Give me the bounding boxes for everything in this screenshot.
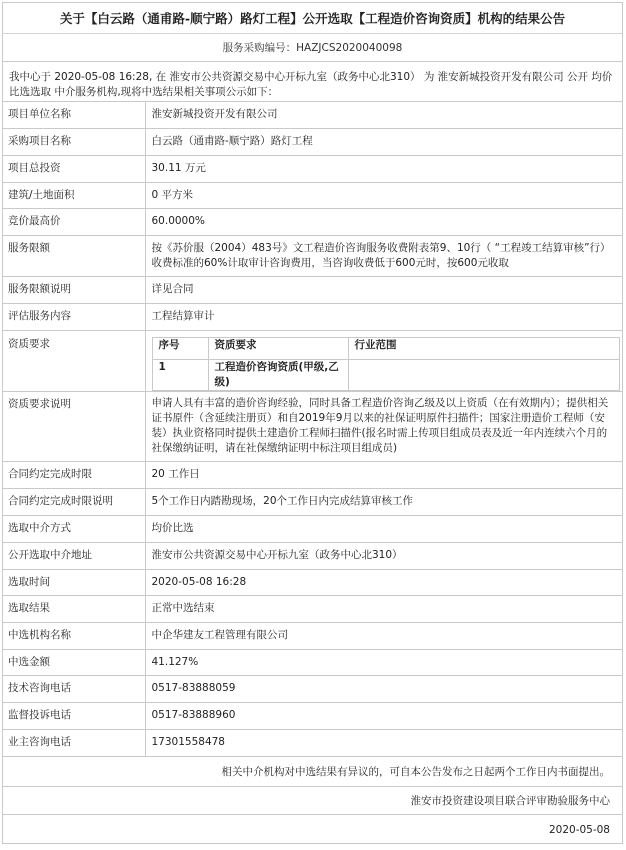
row-key: 建筑/土地面积 (3, 182, 145, 208)
row-value: 详见合同 (145, 276, 622, 303)
header-no: 序号 (152, 337, 208, 359)
row-key: 公开选取中介地址 (3, 542, 145, 569)
qualification-row (152, 359, 619, 390)
row-value: 0517-83888059 (145, 675, 622, 702)
row-key: 资质要求说明 (3, 391, 145, 461)
table-row (3, 102, 622, 128)
issue-date: 2020-05-08 (548, 823, 610, 836)
row-key: 合同约定完成时限说明 (3, 488, 145, 515)
row-value: 60.0000% (145, 208, 622, 235)
row-value: 申请人具有丰富的造价咨询经验，同时具备工程造价咨询乙级及以上资质（在有效期内）；提供相关证书原件（含延续注册页）和自2019年9月以来的社保证明原件扫描件；国家注册造价工程师（安装）执业资格同时提供土建造价工程师扫描件(报名时需上传项目组成员表及近一年内连续六个月的社保缴纳证明，请在社保缴纳证明中标注项目组成员) (145, 391, 622, 461)
intro-text: 我中心于 2020-05-08 16:28, 在 淮安市公共资源交易中心开标九室（政务中心北310） 为 淮安新城投资开发有限公司 公开 均价比选选取 中介服务机构,现将中选结果相关事项公示如下： (3, 62, 622, 102)
qualification-no: 1 (152, 359, 208, 390)
row-value: 30.11 万元 (145, 155, 622, 182)
table-row (3, 595, 622, 622)
table-row (3, 182, 622, 208)
table-row (3, 515, 622, 542)
row-value: 5个工作日内踏勘现场，20个工作日内完成结算审核工作 (145, 488, 622, 515)
table-row (3, 276, 622, 303)
table-row (3, 702, 622, 729)
row-key: 服务限额 (3, 235, 145, 276)
objection-notice: 相关中介机构对中选结果有异议的，可自本公告发布之日起两个工作日内书面提出。 (3, 757, 622, 787)
row-key: 项目单位名称 (3, 102, 145, 128)
table-row (3, 330, 622, 391)
row-value: 41.127% (145, 649, 622, 675)
table-row (3, 461, 622, 488)
qualification-scope (348, 359, 619, 390)
row-value: 20 工作日 (145, 461, 622, 488)
row-key: 评估服务内容 (3, 303, 145, 330)
row-value: 0517-83888960 (145, 702, 622, 729)
table-row (3, 391, 622, 461)
row-key: 业主咨询电话 (3, 729, 145, 756)
row-value: 工程结算审计 (145, 303, 622, 330)
table-row (3, 235, 622, 276)
announcement-page (2, 2, 623, 844)
table-row (3, 729, 622, 756)
row-value: 中企华建友工程管理有限公司 (145, 622, 622, 649)
row-value: 0 平方米 (145, 182, 622, 208)
qualification-header-row (152, 337, 619, 359)
qualification-table (152, 337, 620, 391)
procurement-code: 服务采购编号：HAZJCS2020040098 (3, 34, 622, 62)
header-requirement: 资质要求 (208, 337, 348, 359)
header-scope: 行业范围 (348, 337, 619, 359)
row-value: 正常中选结束 (145, 595, 622, 622)
page-title: 关于【白云路（通甫路-顺宁路）路灯工程】公开选取【工程造价咨询资质】机构的结果公告 (3, 3, 622, 34)
table-row (3, 208, 622, 235)
row-value: 淮安新城投资开发有限公司 (145, 102, 622, 128)
table-row (3, 542, 622, 569)
row-key: 选取结果 (3, 595, 145, 622)
issuer-name: 淮安市投资建设项目联合评审勘验服务中心 (3, 787, 622, 815)
row-key: 选取时间 (3, 569, 145, 595)
info-table (3, 102, 622, 757)
row-key: 项目总投资 (3, 155, 145, 182)
row-key: 中选金额 (3, 649, 145, 675)
row-key: 采购项目名称 (3, 128, 145, 155)
row-key: 服务限额说明 (3, 276, 145, 303)
row-key: 合同约定完成时限 (3, 461, 145, 488)
row-key: 选取中介方式 (3, 515, 145, 542)
table-row (3, 675, 622, 702)
row-key: 中选机构名称 (3, 622, 145, 649)
row-key: 资质要求 (3, 330, 145, 391)
table-row (3, 488, 622, 515)
row-value: 17301558478 (145, 729, 622, 756)
table-row (3, 155, 622, 182)
row-value: 均价比选 (145, 515, 622, 542)
row-value: 白云路（通甫路-顺宁路）路灯工程 (145, 128, 622, 155)
table-row (3, 622, 622, 649)
table-row (3, 649, 622, 675)
row-key: 竞价最高价 (3, 208, 145, 235)
table-row (3, 569, 622, 595)
row-key: 技术咨询电话 (3, 675, 145, 702)
table-row (3, 128, 622, 155)
row-value: 按《苏价服（2004）483号》文工程造价咨询服务收费附表第9、10行（ “工程竣工结算审核”行）收费标准的60%计取审计咨询费用，当咨询收费低于600元时，按600元收取 (145, 235, 622, 276)
row-key: 监督投诉电话 (3, 702, 145, 729)
table-row (3, 303, 622, 330)
qualification-name: 工程造价咨询资质(甲级,乙级) (208, 359, 348, 390)
row-value: 2020-05-08 16:28 (145, 569, 622, 595)
row-value: 淮安市公共资源交易中心开标九室（政务中心北310） (145, 542, 622, 569)
